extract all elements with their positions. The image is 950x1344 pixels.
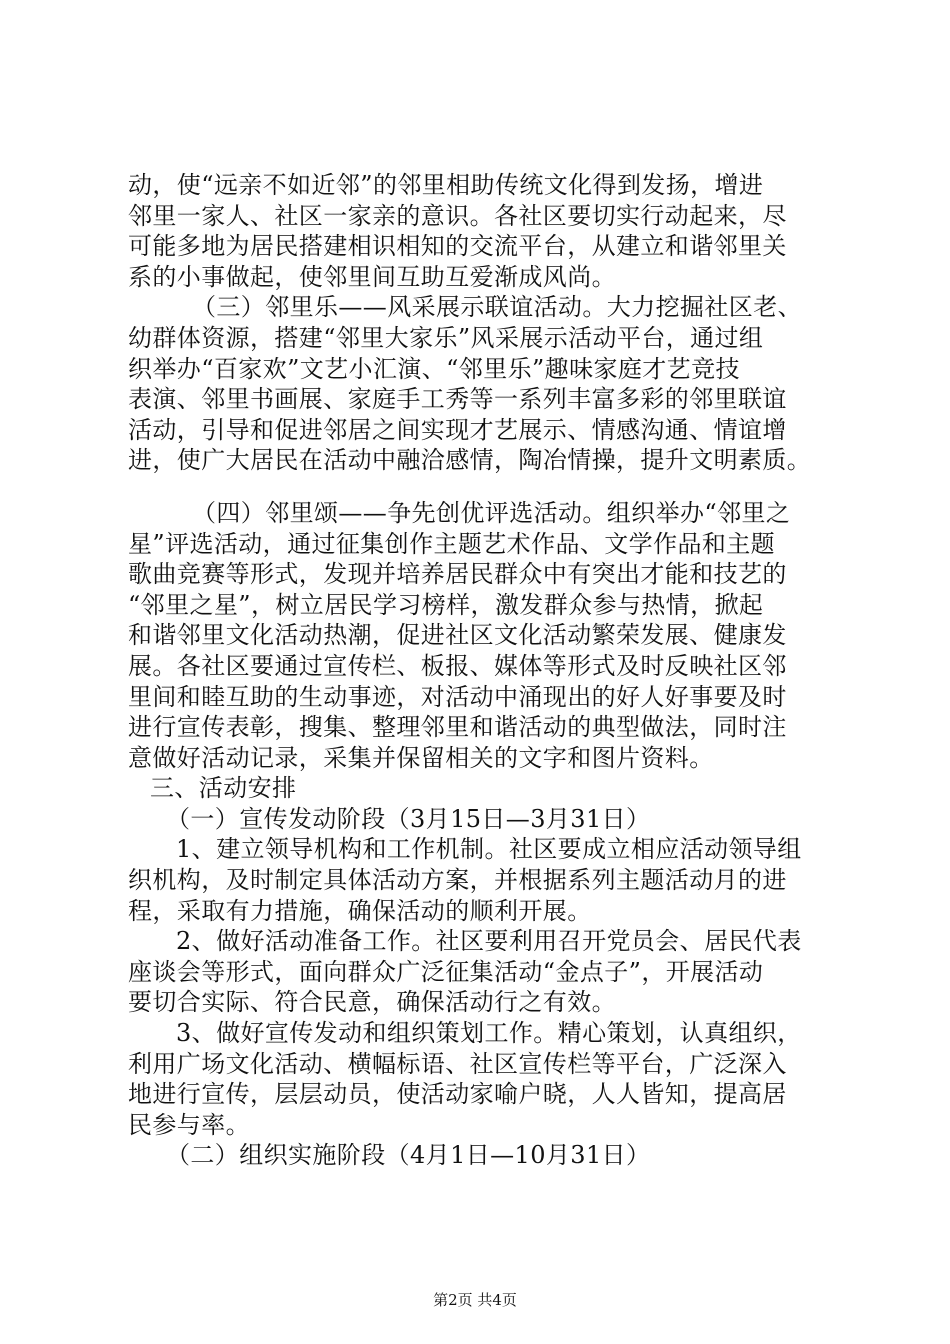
page-number-footer: 第2页 共4页 (433, 1291, 517, 1309)
paragraph-start-line: 1、建立领导机构和工作机制。社区要成立相应活动领导组 (176, 835, 802, 864)
text-line: 可能多地为居民搭建相识相知的交流平台，从建立和谐邻里关 (128, 232, 787, 261)
text-line: 民参与率。 (128, 1110, 250, 1139)
text-line: 织机构，及时制定具体活动方案，并根据系列主题活动月的进 (128, 866, 787, 895)
text-line: 里间和睦互助的生动事迹，对活动中涌现出的好人好事要及时 (128, 682, 787, 711)
paragraph-start-line: 3、做好宣传发动和组织策划工作。精心策划，认真组织， (176, 1019, 802, 1048)
text-line: 程，采取有力措施，确保活动的顺利开展。 (128, 896, 592, 925)
subsection-heading: （一）宣传发动阶段（3月15日—3月31日） (166, 804, 651, 833)
document-body (128, 170, 858, 1171)
text-line: 活动，引导和促进邻居之间实现才艺展示、情感沟通、情谊增 (128, 415, 787, 444)
text-line: 表演、邻里书画展、家庭手工秀等一系列丰富多彩的邻里联谊 (128, 385, 787, 414)
text-line: 邻里一家人、社区一家亲的意识。各社区要切实行动起来，尽 (128, 201, 787, 230)
text-line: 和谐邻里文化活动热潮，促进社区文化活动繁荣发展、健康发 (128, 621, 787, 650)
text-line: “邻里之星”，树立居民学习榜样，激发群众参与热情，掀起 (128, 590, 764, 619)
text-line: 歌曲竞赛等形式，发现并培养居民群众中有突出才能和技艺的 (128, 560, 787, 589)
text-line: 地进行宣传，层层动员，使活动家喻户晓，人人皆知，提高居 (128, 1080, 787, 1109)
text-line: 要切合实际、符合民意，确保活动行之有效。 (128, 988, 616, 1017)
paragraph-start-line: （四）邻里颂——争先创优评选活动。组织举办“邻里之 (192, 498, 791, 527)
text-line: 星”评选活动，通过征集创作主题艺术作品、文学作品和主题 (128, 529, 776, 558)
text-line: 进，使广大居民在活动中融洽感情，陶冶情操，提升文明素质。 (128, 446, 812, 475)
text-line: 幼群体资源，搭建“邻里大家乐”风采展示活动平台，通过组 (128, 323, 764, 352)
text-line: 织举办“百家欢”文艺小汇演、“邻里乐”趣味家庭才艺竞技 (128, 354, 740, 383)
section-heading: 三、活动安排 (150, 774, 297, 803)
text-line: 意做好活动记录，采集并保留相关的文字和图片资料。 (128, 743, 714, 772)
text-line: 利用广场文化活动、横幅标语、社区宣传栏等平台，广泛深入 (128, 1049, 787, 1078)
text-line: 进行宣传表彰，搜集、整理邻里和谐活动的典型做法，同时注 (128, 713, 787, 742)
text-line: 座谈会等形式，面向群众广泛征集活动“金点子”，开展活动 (128, 957, 764, 986)
subsection-heading: （二）组织实施阶段（4月1日—10月31日） (166, 1141, 651, 1170)
paragraph-start-line: 2、做好活动准备工作。社区要利用召开党员会、居民代表 (176, 927, 802, 956)
text-line: 系的小事做起，使邻里间互助互爱渐成风尚。 (128, 262, 616, 291)
paragraph-start-line: （三）邻里乐——风采展示联谊活动。大力挖掘社区老、 (192, 293, 802, 322)
text-line: 展。各社区要通过宣传栏、板报、媒体等形式及时反映社区邻 (128, 651, 787, 680)
paragraph-gap (128, 476, 858, 498)
text-line: 动，使“远亲不如近邻”的邻里相助传统文化得到发扬，增进 (128, 171, 764, 199)
